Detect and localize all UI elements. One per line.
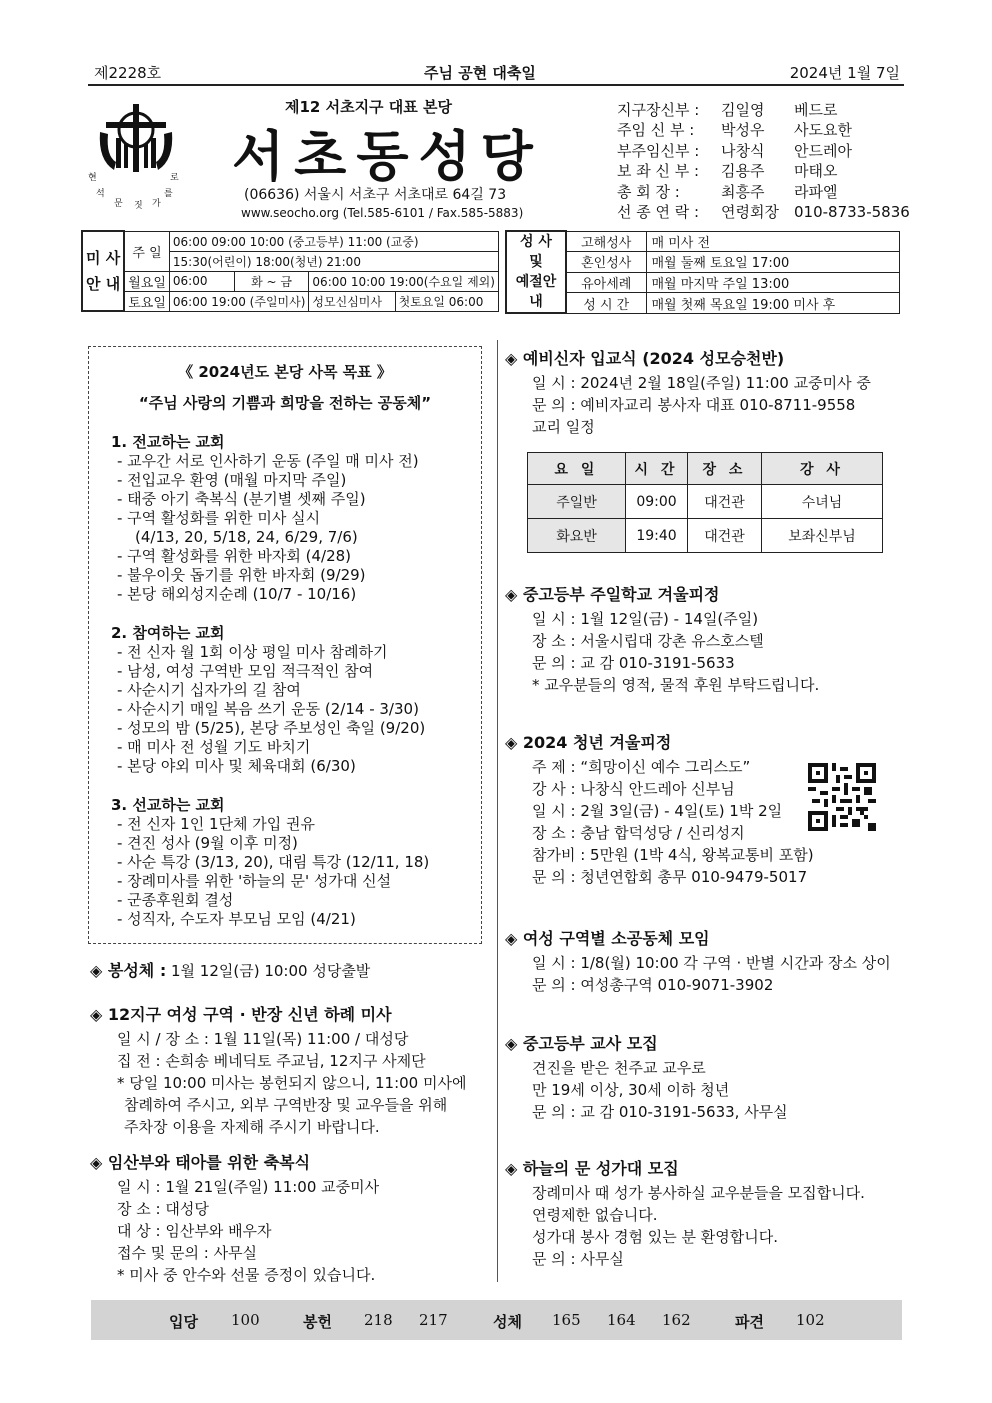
clergy-list <box>617 100 910 222</box>
clergy-role: 총 회 장 : <box>617 182 680 201</box>
logo-char: 현 <box>88 173 97 183</box>
table-cell: 화요반 <box>528 519 626 553</box>
section-line: 강 사 : 나창식 안드레아 신부님 <box>532 780 735 798</box>
section-line: 일 시 : 2월 3일(금) - 4일(토) 1박 2일 <box>532 802 783 820</box>
sacrament-name: 고해성사 <box>566 231 646 252</box>
goal-item: - 장례미사를 위한 '하늘의 문' 성가대 신설 <box>117 872 392 890</box>
goal-section-title: 1. 전교하는 교회 <box>111 433 225 451</box>
entry-label: 입당 <box>169 1313 198 1331</box>
goal-item: - 전입교우 환영 (매월 마지막 주일) <box>117 471 347 489</box>
sunday-label: 주 일 <box>124 231 169 271</box>
goal-item: - 본당 해외성지순례 (10/7 - 10/16) <box>117 585 357 603</box>
section-heading: ◈ 하늘의 문 성가대 모집 <box>505 1159 679 1178</box>
clergy-row <box>617 141 910 161</box>
label-text: 안 내 <box>86 275 121 293</box>
feast-name: 주님 공현 대축일 <box>424 64 536 82</box>
goal-item: - 성모의 밤 (5/25), 본당 주보성인 축일 (9/20) <box>117 719 426 737</box>
goal-item: - 태중 아기 축복식 (분기별 셋째 주일) <box>117 490 366 508</box>
label-text: 성 사 <box>520 234 552 251</box>
clergy-name: 최흥주 <box>721 182 765 201</box>
section-heading: ◈ 예비신자 입교식 (2024 성모승천반) <box>505 349 785 368</box>
section-line: 일 시 / 장 소 : 1월 11일(목) 11:00 / 대성당 <box>117 1030 409 1048</box>
clergy-title: 라파엘 <box>794 182 838 201</box>
section-line: 주 제 : “희망이신 예수 그리스도” <box>532 758 751 776</box>
dismissal-number: 102 <box>796 1311 825 1329</box>
parish-web: www.seocho.org (Tel.585-6101 / Fax.585-5883) <box>241 206 524 220</box>
section-line: 집 전 : 손희송 베네딕토 주교님, 12지구 사제단 <box>117 1052 426 1070</box>
column-header: 요 일 <box>528 453 626 485</box>
goal-item: - 사순 특강 (3/13, 20), 대림 특강 (12/11, 18) <box>117 853 430 871</box>
goal-item: - 불우이웃 돕기를 위한 바자회 (9/29) <box>117 566 366 584</box>
section-line: * 교우분들의 영적, 물적 후원 부탁드립니다. <box>532 676 820 694</box>
catechism-schedule-table <box>527 452 883 553</box>
goal-item: - 성직자, 수도자 부모님 모임 (4/21) <box>117 910 356 928</box>
clergy-row <box>617 202 910 222</box>
section-line: 일 시 : 2024년 2월 18일(주일) 11:00 교중미사 중 <box>532 374 871 392</box>
communion-number: 165 <box>552 1311 581 1329</box>
table-row <box>528 485 883 519</box>
communion-label: 성체 <box>493 1313 522 1331</box>
goal-item: - 사순시기 매일 복음 쓰기 운동 (2/14 - 3/30) <box>117 700 419 718</box>
section-line: 일 시 : 1/8(월) 10:00 각 구역 · 반별 시간과 장소 상이 <box>532 954 891 972</box>
header-bar <box>88 60 904 86</box>
goal-item: - 매 미사 전 성월 기도 바치기 <box>117 738 311 756</box>
table-cell: 09:00 <box>626 485 688 519</box>
section-line: 문 의 : 교 감 010-3191-5633 <box>532 654 735 672</box>
section-text: 1월 12일(금) 10:00 성당출발 <box>171 962 371 980</box>
section-line: 견진을 받은 천주교 교우로 <box>532 1059 706 1077</box>
section-line: 문 의 : 예비자교리 봉사자 대표 010-8711-9558 <box>532 396 856 414</box>
teacher-recruit-section <box>505 1033 900 1123</box>
table-cell: 19:40 <box>626 519 688 553</box>
clergy-title: 010-8733-5836 <box>794 203 910 222</box>
catechumen-section <box>505 348 900 438</box>
section-line: 문 의 : 사무실 <box>532 1250 624 1268</box>
section-line: 장례미사 때 성가 봉사하실 교우분들을 모집합니다. <box>532 1184 865 1202</box>
logo-char: 문 <box>114 199 123 209</box>
monday-label: 월요일 <box>124 271 169 291</box>
youth-retreat-section <box>505 584 900 696</box>
section-line: 문 의 : 청년연합회 총무 010-9479-5017 <box>532 868 808 886</box>
clergy-role: 선 종 연 락 : <box>617 203 700 222</box>
issue-number: 제2228호 <box>94 64 162 82</box>
goal-item: - 군종후원회 결성 <box>117 891 234 909</box>
clergy-name: 나창식 <box>721 141 765 160</box>
clergy-role: 지구장신부 : <box>617 101 700 119</box>
section-line: 교리 일정 <box>532 418 595 436</box>
section-heading: ◈ 임산부와 태아를 위한 축복식 <box>90 1153 311 1172</box>
clergy-name: 박성우 <box>721 121 765 140</box>
section-line: 일 시 : 1월 12일(금) - 14일(주일) <box>532 610 759 628</box>
entry-number: 100 <box>231 1311 260 1329</box>
sacrament-name: 성 시 간 <box>566 293 646 314</box>
women-community-section <box>505 928 900 996</box>
goal-item: - 구역 활성화를 위한 바자회 (4/28) <box>117 547 352 565</box>
parish-name: 서초동성당 <box>232 124 543 188</box>
sunday-times-2: 15:30(어린이) 18:00(청년) 21:00 <box>169 251 498 271</box>
parish-address: (06636) 서울시 서초구 서초대로 64길 73 <box>244 187 507 203</box>
mass-guide-label <box>82 231 124 311</box>
section-line: 접수 및 문의 : 사무실 <box>117 1244 258 1262</box>
label-text: 예절안내 <box>515 274 557 311</box>
weekday-times: 06:00 10:00 19:00(수요일 제외) <box>309 271 499 291</box>
saturday-marian: 성모신심미사 <box>309 291 395 311</box>
sacrament-name: 혼인성사 <box>566 252 646 273</box>
liturgy-number-footer <box>91 1300 902 1340</box>
saturday-label: 토요일 <box>124 291 169 311</box>
table-cell: 보좌신부님 <box>762 519 883 553</box>
label-text: 및 <box>529 254 543 271</box>
goal-item: - 구역 활성화를 위한 미사 실시 <box>117 509 321 527</box>
section-heading: ◈ 중고등부 주일학교 겨울피정 <box>505 585 720 604</box>
column-header: 시 간 <box>626 453 688 485</box>
goal-item: - 전 신자 월 1회 이상 평일 미사 참례하기 <box>117 643 388 661</box>
section-line: 장 소 : 충남 합덕성당 / 신리성지 <box>532 824 745 842</box>
column-header: 장 소 <box>688 453 762 485</box>
section-line: 성가대 봉사 경험 있는 분 환영합니다. <box>532 1228 778 1246</box>
section-line: * 당일 10:00 미사는 봉헌되지 않으니, 11:00 미사에 <box>117 1074 467 1092</box>
table-cell: 대건관 <box>688 519 762 553</box>
table-cell: 수녀님 <box>762 485 883 519</box>
section-line: 참례하여 주시고, 외부 구역반장 및 교우들을 위해 <box>124 1096 448 1114</box>
section-line: 만 19세 이상, 30세 이하 청년 <box>532 1081 730 1099</box>
section-line: * 미사 중 안수와 선물 증정이 있습니다. <box>117 1266 376 1284</box>
logo-char: 석 <box>96 189 105 199</box>
goal-item: - 사순시기 십자가의 길 참여 <box>117 681 301 699</box>
goal-item: - 본당 야외 미사 및 체육대회 (6/30) <box>117 757 356 775</box>
clergy-name: 연령회장 <box>721 203 779 222</box>
monday-time: 06:00 <box>169 271 234 291</box>
district-mass-section <box>90 1004 485 1138</box>
clergy-title: 안드레아 <box>794 141 852 160</box>
label-text: 미 사 <box>86 249 121 267</box>
logo-char: 로 <box>170 173 179 183</box>
section-heading: ◈ 여성 구역별 소공동체 모임 <box>505 929 710 948</box>
qr-code-icon[interactable] <box>808 763 876 831</box>
section-heading: ◈ 2024 청년 겨울피정 <box>505 733 672 752</box>
choir-recruit-section <box>505 1158 900 1270</box>
clergy-title: 마태오 <box>794 162 838 181</box>
table-cell: 대건관 <box>688 485 762 519</box>
section-line: 주차장 이용을 자제해 주시기 바랍니다. <box>124 1118 380 1136</box>
clergy-name: 김일영 <box>721 101 765 119</box>
saturday-times: 06:00 19:00 (주일미사) <box>169 291 309 311</box>
clergy-row <box>617 161 910 181</box>
communion-number: 162 <box>662 1311 691 1329</box>
clergy-title: 베드로 <box>794 101 838 119</box>
goal-item: - 전 신자 1인 1단체 가입 권유 <box>117 815 316 833</box>
parish-subtitle: 제12 서초지구 대표 본당 <box>285 98 452 116</box>
clergy-role: 부주임신부 : <box>617 141 700 160</box>
goal-section-title: 2. 참여하는 교회 <box>111 624 225 642</box>
sacrament-time: 매월 첫째 목요일 19:00 미사 후 <box>646 293 900 314</box>
parish-logo <box>88 100 184 211</box>
sacrament-guide-label <box>506 231 566 313</box>
sacrament-time: 매 미사 전 <box>646 231 900 252</box>
section-line: 문 의 : 여성총구역 010-9071-3902 <box>532 976 774 994</box>
issue-date: 2024년 1월 7일 <box>789 64 900 82</box>
first-saturday: 첫토요일 06:00 <box>395 291 498 311</box>
clergy-title: 사도요한 <box>794 121 852 140</box>
mass-schedule-table <box>81 230 499 312</box>
offering-number: 217 <box>419 1311 448 1329</box>
column-header: 강 사 <box>762 453 883 485</box>
table-cell: 주일반 <box>528 485 626 519</box>
clergy-role: 주임 신 부 : <box>617 121 695 140</box>
weekday-label: 화 ~ 금 <box>234 271 309 291</box>
section-line: 장 소 : 서울시립대 강촌 유스호스텔 <box>532 632 764 650</box>
sunday-times-1: 06:00 09:00 10:00 (중고등부) 11:00 (교중) <box>169 231 498 251</box>
table-row <box>528 519 883 553</box>
goal-section-title: 3. 선교하는 교회 <box>111 796 225 814</box>
logo-char: 짓 <box>134 201 143 211</box>
sacrament-table <box>505 230 900 314</box>
goal-item: - 견진 성사 (9월 이후 미정) <box>117 834 298 852</box>
section-heading: ◈ 중고등부 교사 모집 <box>505 1034 658 1053</box>
dismissal-label: 파견 <box>735 1313 764 1331</box>
clergy-row <box>617 182 910 202</box>
goal-item-continued: (4/13, 20, 5/18, 24, 6/29, 7/6) <box>135 528 358 546</box>
goal-item: - 남성, 여성 구역반 모임 적극적인 참여 <box>117 662 374 680</box>
section-heading: ◈ 12지구 여성 구역 · 반장 신년 하례 미사 <box>90 1005 392 1024</box>
offering-label: 봉헌 <box>303 1313 332 1331</box>
sacrament-name: 유아세례 <box>566 272 646 293</box>
clergy-name: 김용주 <box>721 162 765 181</box>
section-line: 대 상 : 임산부와 배우자 <box>117 1222 272 1240</box>
clergy-row <box>617 120 910 140</box>
section-line: 일 시 : 1월 21일(주일) 11:00 교중미사 <box>117 1178 380 1196</box>
section-line: 장 소 : 대성당 <box>117 1200 209 1218</box>
pastoral-goals-box <box>88 346 482 944</box>
sacrament-time: 매월 마지막 주일 13:00 <box>646 272 900 293</box>
communion-visit-notice <box>90 960 370 982</box>
sacrament-time: 매월 둘째 토요일 17:00 <box>646 252 900 273</box>
goals-motto: “주님 사랑의 기쁨과 희망을 전하는 공동체” <box>138 394 432 412</box>
clergy-row <box>617 100 910 120</box>
section-line: 연령제한 없습니다. <box>532 1206 658 1224</box>
goal-item: - 교우간 서로 인사하기 운동 (주일 매 미사 전) <box>117 452 419 470</box>
pregnancy-blessing-section <box>90 1152 485 1286</box>
section-line: 참가비 : 5만원 (1박 4식, 왕복교통비 포함) <box>532 846 814 864</box>
clergy-role: 보 좌 신 부 : <box>617 162 700 181</box>
section-heading: ◈ 봉성체 : <box>90 961 167 980</box>
column-divider <box>497 340 498 1282</box>
section-line: 문 의 : 교 감 010-3191-5633, 사무실 <box>532 1103 788 1121</box>
logo-char: 를 <box>164 189 173 199</box>
offering-number: 218 <box>364 1311 393 1329</box>
goals-title: 《 2024년도 본당 사목 목표 》 <box>178 363 392 381</box>
communion-number: 164 <box>607 1311 636 1329</box>
logo-char: 가 <box>152 199 161 209</box>
